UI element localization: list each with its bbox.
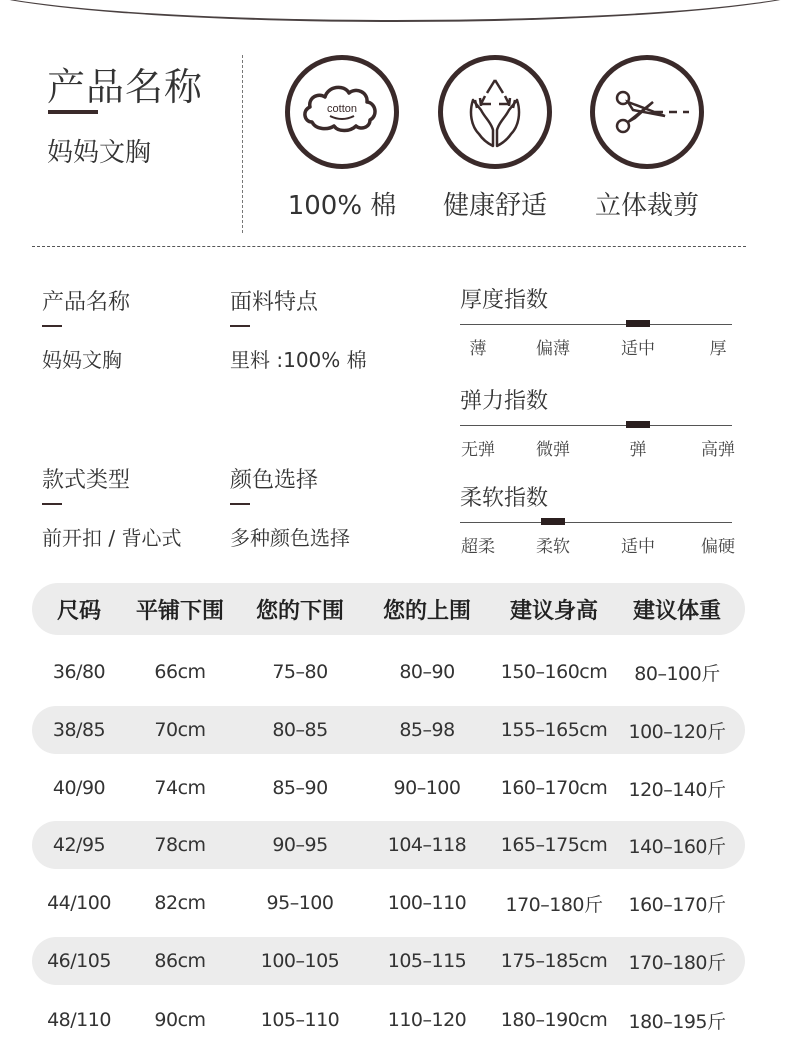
feature-cut [590,55,704,222]
table-cell: 175–185cm [500,950,608,972]
table-cell: 140–160斤 [628,835,726,858]
table-cell: 105–115 [387,950,467,972]
scale-label: 微弹 [536,440,570,460]
table-cell: 100–105 [260,950,340,972]
scale-labels [460,334,732,358]
table-cell: 155–165cm [500,719,608,741]
info-style [42,463,181,551]
cotton-cloud-icon [285,55,399,169]
table-cell: 80–90 [399,661,455,683]
table-row [32,706,745,754]
header-cell: 您的上围 [382,598,471,624]
info-product-name [42,285,130,373]
table-cell: 160–170cm [500,777,608,799]
info-value: 前开扣 / 背心式 [42,526,182,550]
table-row [32,764,745,812]
scale-thickness [460,283,732,358]
table-cell: 180–190cm [500,1009,608,1031]
hands-recycle-icon [438,55,552,169]
product-name: 妈妈文胸 [47,138,152,168]
feature-label: 立体裁剪 [594,191,699,221]
product-title: 产品名称 [47,65,204,109]
scale-label: 适中 [621,339,655,359]
table-cell: 40/90 [52,777,106,799]
header-cell: 尺码 [56,598,101,624]
table-cell: 170–180斤 [628,951,726,974]
table-cell: 90–100 [393,777,461,799]
table-cell: 100–110 [387,892,467,914]
info-underline [230,503,250,505]
feature-health [438,55,552,222]
scale-labels [460,435,735,460]
info-label: 面料特点 [230,290,319,315]
info-label: 颜色选择 [230,468,319,493]
table-row [32,937,745,985]
feature-cotton [285,55,399,222]
section-divider [32,246,746,247]
table-cell: 150–160cm [500,661,608,683]
title-underline [48,110,98,114]
table-cell: 100–120斤 [628,720,726,743]
table-cell: 90cm [154,1009,206,1031]
table-cell: 44/100 [47,892,111,914]
info-fabric [230,285,367,373]
cotton-icon-text: cotton [327,103,357,115]
scale-label: 适中 [621,537,655,557]
table-cell: 104–118 [387,834,467,856]
scale-track [460,518,732,528]
table-row [32,879,745,927]
scale-track [460,320,732,330]
table-cell: 86cm [154,950,206,972]
scale-label: 弹 [629,440,647,460]
table-cell: 180–195斤 [628,1010,726,1033]
info-value: 里料 :100% 棉 [230,348,367,372]
table-cell: 75–80 [272,661,328,683]
table-cell: 78cm [154,834,206,856]
scale-softness [460,481,735,557]
scale-marker [626,320,650,327]
info-value: 多种颜色选择 [230,526,350,550]
scale-label: 柔软 [536,537,570,557]
scale-label: 无弹 [461,440,495,460]
table-cell: 80–85 [272,719,328,741]
scale-label: 厚 [709,339,727,359]
scale-elasticity [460,384,735,460]
table-row [32,821,745,869]
header-cell: 建议体重 [632,598,721,624]
table-cell: 105–110 [260,1009,340,1031]
table-cell: 48/110 [47,1009,111,1031]
scale-track [460,421,732,431]
size-table-header [32,583,745,635]
feature-label: 健康舒适 [442,191,547,221]
info-underline [230,325,250,327]
top-arc-decoration [0,0,790,22]
info-label: 款式类型 [42,468,131,493]
info-color [230,463,350,551]
table-cell: 36/80 [52,661,106,683]
table-cell: 90–95 [272,834,328,856]
table-cell: 165–175cm [500,834,608,856]
scale-labels [460,532,735,557]
info-value: 妈妈文胸 [42,348,122,372]
table-cell: 85–98 [399,719,455,741]
table-row [32,648,745,696]
scale-marker [626,421,650,428]
table-cell: 66cm [154,661,206,683]
header-cell: 您的下围 [255,598,344,624]
scale-title: 弹力指数 [460,389,549,414]
table-cell: 160–170斤 [628,893,726,916]
table-cell: 80–100斤 [634,662,720,685]
scale-title: 厚度指数 [460,288,549,313]
scale-label: 高弹 [701,440,735,460]
table-cell: 82cm [154,892,206,914]
scale-label: 偏薄 [536,339,570,359]
table-cell: 38/85 [52,719,106,741]
scale-label: 超柔 [461,537,495,557]
table-cell: 95–100 [266,892,334,914]
scale-label: 薄 [469,339,487,359]
header-cell: 建议身高 [509,598,598,624]
table-cell: 170–180斤 [505,893,603,916]
scale-label: 偏硬 [701,537,735,557]
scissors-icon [590,55,704,169]
info-underline [42,325,62,327]
vertical-divider [242,55,243,233]
table-cell: 70cm [154,719,206,741]
table-row [32,996,745,1044]
table-cell: 46/105 [47,950,111,972]
scale-title: 柔软指数 [460,486,549,511]
table-cell: 85–90 [272,777,328,799]
feature-label: 100% 棉 [287,191,397,221]
table-cell: 110–120 [387,1009,467,1031]
scale-marker [541,518,565,525]
table-cell: 120–140斤 [628,778,726,801]
header-cell: 平铺下围 [135,598,224,624]
info-underline [42,503,62,505]
info-label: 产品名称 [42,290,131,315]
table-cell: 74cm [154,777,206,799]
table-cell: 42/95 [52,834,106,856]
